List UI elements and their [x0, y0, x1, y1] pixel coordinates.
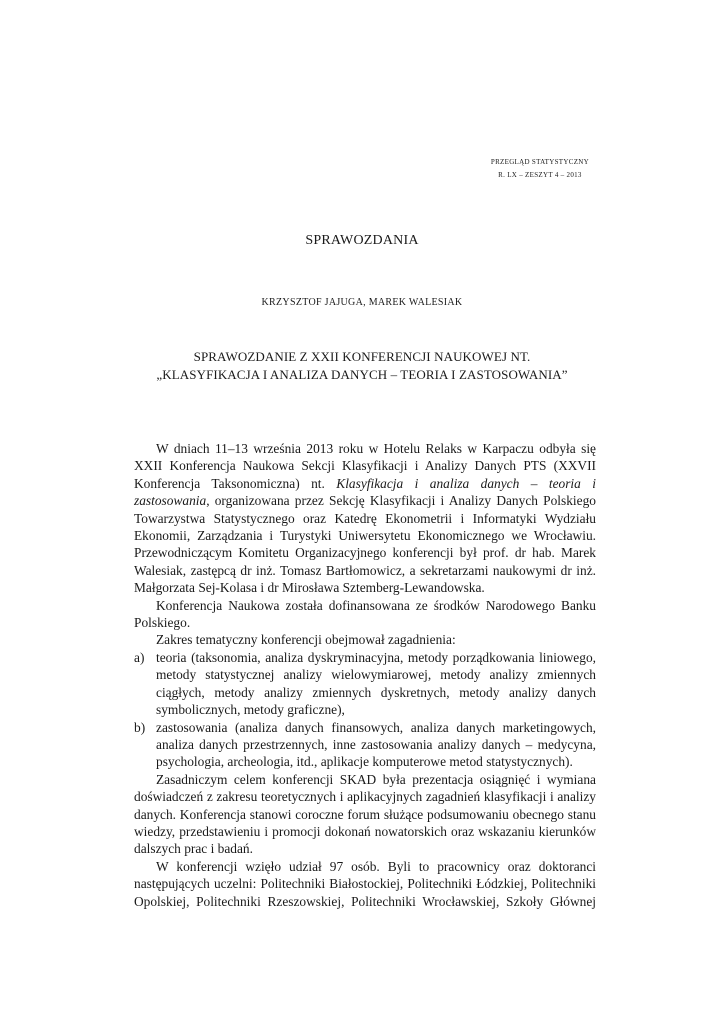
report-title [0, 348, 724, 384]
paragraph-3: Zakres tematyczny konferencji obejmował zagadnienia: [156, 632, 456, 648]
list-item-b [134, 719, 596, 771]
paragraph-4: Zasadniczym celem konferencji SKAD była prezentacja osiągnięć i wymiana doświadczeń z zakresu teoretycznych i aplikacyjnych zagadnień klasyfikacji i analizy danych. Konferencja stanowi coroczne forum służące podsumowaniu obecnego stanu wiedzy, przedstawieniu i promocji dokonań nowatorskich oraz wskazaniu kierunków dalszych prac i badań. [134, 771, 596, 857]
report-title-line-2: „KLASYFIKACJA I ANALIZA DANYCH – TEORIA I ZASTOSOWANIA” [156, 367, 568, 382]
conference-topic: Klasyfikacja i analiza danych – teoria i zastosowania [134, 475, 596, 509]
paragraph-1: W dniach 11–13 września 2013 roku w Hotelu Relaks w Karpaczu odbyła się XXII Konferencja Naukowa Sekcji Klasyfikacji i Analizy Danych PTS (XXVII Konferencja Taksonomiczna) nt. Klasyfikacja i analiza danych – teoria i zastosowania, organizowana przez Sekcję Klasyfikacji i Analizy Danych Polskiego Towarzystwa Statystycznego oraz Katedrę Ekonometrii i Informatyki Wydziału Ekonomii, Zarządzania i Turystyki Uniwersytetu Ekonomicznego we Wrocławiu. Przewodniczącym Komitetu Organizacyjnego konferencji był prof. dr hab. Marek Walesiak, zastępcą dr inż. Tomasz Bartłomowicz, a sekretarzami naukowymi dr inż. Małgorzata Sej-Kolasa i dr Mirosława Sztemberg-Lewandowska. [134, 441, 596, 596]
journal-issue: R. LX – ZESZYT 4 – 2013 [498, 171, 582, 179]
list-marker: b) [134, 719, 146, 735]
report-title-line-1: SPRAWOZDANIE Z XXII KONFERENCJI NAUKOWEJ NT. [193, 349, 531, 364]
list-item-a [134, 649, 596, 719]
paragraph-2: Konferencja Naukowa została dofinansowana ze środków Narodowego Banku Polskiego. [134, 597, 596, 631]
journal-name: PRZEGLĄD STATYSTYCZNY [490, 158, 589, 166]
paragraph-5: W konferencji wzięło udział 97 osób. Byli to pracownicy oraz doktoranci następujących uczelni: Politechniki Białostockiej, Politechniki Łódzkiej, Politechniki Opolskiej, Politechniki Rzeszowskiej, Politechniki Wrocławskiej, Szkoły Głównej [134, 858, 596, 909]
list-item-text: teoria (taksonomia, analiza dyskryminacyjna, metody porządkowania liniowego, metody statystycznej analizy wielowymiarowej, metody analizy zmiennych ciągłych, metody analizy zmiennych dyskretnych, metody analizy danych symbolicznych, metody graficzne), [156, 649, 596, 718]
body-text [134, 440, 596, 910]
list-marker: a) [134, 649, 145, 665]
journal-header [491, 156, 589, 182]
section-title: SPRAWOZDANIA [305, 233, 419, 248]
list-item-text: zastosowania (analiza danych finansowych, analiza danych marketingowych, analiza danych przestrzennych, inne zastosowania analizy danych – medycyna, psychologia, archeologia, itd., aplikacje komputerowe metod statystycznych). [156, 719, 596, 770]
authors: KRZYSZTOF JAJUGA, MAREK WALESIAK [261, 297, 463, 308]
